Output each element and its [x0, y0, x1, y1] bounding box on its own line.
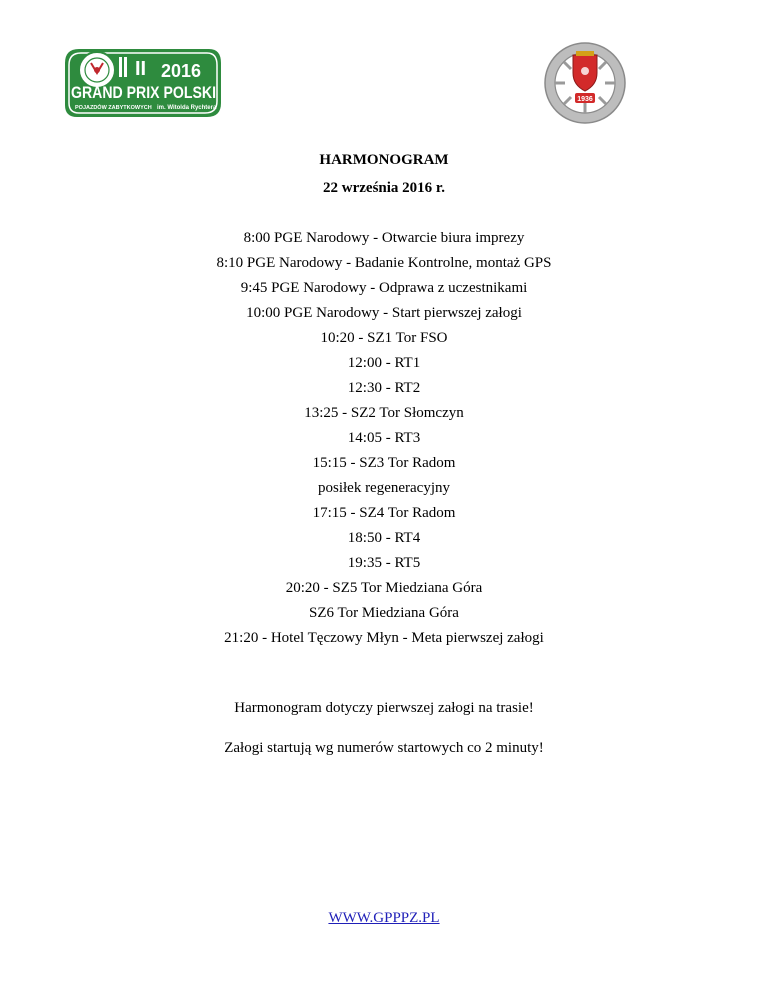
logo-year: 2016	[161, 61, 202, 81]
document-date: 22 września 2016 r.	[323, 180, 445, 196]
schedule-item: 8:10 PGE Narodowy - Badanie Kontrolne, montaż GPS	[216, 255, 552, 271]
logo-subtitle-left: POJAZDÓW ZABYTKOWYCH	[75, 105, 152, 111]
schedule-item: 19:35 - RT5	[347, 555, 421, 571]
schedule-item: SZ6 Tor Miedziana Góra	[309, 605, 459, 621]
logo-subtitle-right: im. Witolda Rychtera	[157, 105, 217, 111]
schedule-item: 12:00 - RT1	[347, 355, 421, 371]
schedule-item: 8:00 PGE Narodowy - Otwarcie biura imprezy	[243, 230, 525, 246]
document-title: HARMONOGRAM	[319, 152, 449, 168]
schedule-item: posiłek regeneracyjny	[317, 480, 451, 496]
schedule-item: 10:00 PGE Narodowy - Start pierwszej załogi	[246, 305, 522, 321]
seal-year: 1936	[577, 96, 593, 103]
schedule-item: 9:45 PGE Narodowy - Odprawa z uczestnikami	[240, 280, 528, 296]
schedule-item: 21:20 - Hotel Tęczowy Młyn - Meta pierwszej załogi	[224, 630, 544, 646]
automobile-club-seal	[543, 41, 627, 125]
grand-prix-logo	[59, 43, 225, 123]
schedule-item: 17:15 - SZ4 Tor Radom	[312, 505, 456, 521]
schedule-item: 12:30 - RT2	[347, 380, 421, 396]
footer-link-wrap	[0, 910, 768, 927]
note-start-interval: Załogi startują wg numerów startowych co 2 minuty!	[224, 740, 544, 756]
schedule-item: 13:25 - SZ2 Tor Słomczyn	[304, 405, 464, 421]
schedule-item: 10:20 - SZ1 Tor FSO	[320, 330, 448, 346]
schedule-item: 18:50 - RT4	[347, 530, 421, 546]
website-link[interactable]: WWW.GPPPZ.PL	[328, 910, 440, 926]
logo-name: GRAND PRIX POLSKI	[71, 83, 216, 102]
schedule-item: 20:20 - SZ5 Tor Miedziana Góra	[285, 580, 483, 596]
logo-edition: II	[135, 58, 147, 80]
schedule-item: 15:15 - SZ3 Tor Radom	[312, 455, 456, 471]
note-first-crew: Harmonogram dotyczy pierwszej załogi na trasie!	[234, 700, 534, 716]
schedule-item: 14:05 - RT3	[347, 430, 421, 446]
